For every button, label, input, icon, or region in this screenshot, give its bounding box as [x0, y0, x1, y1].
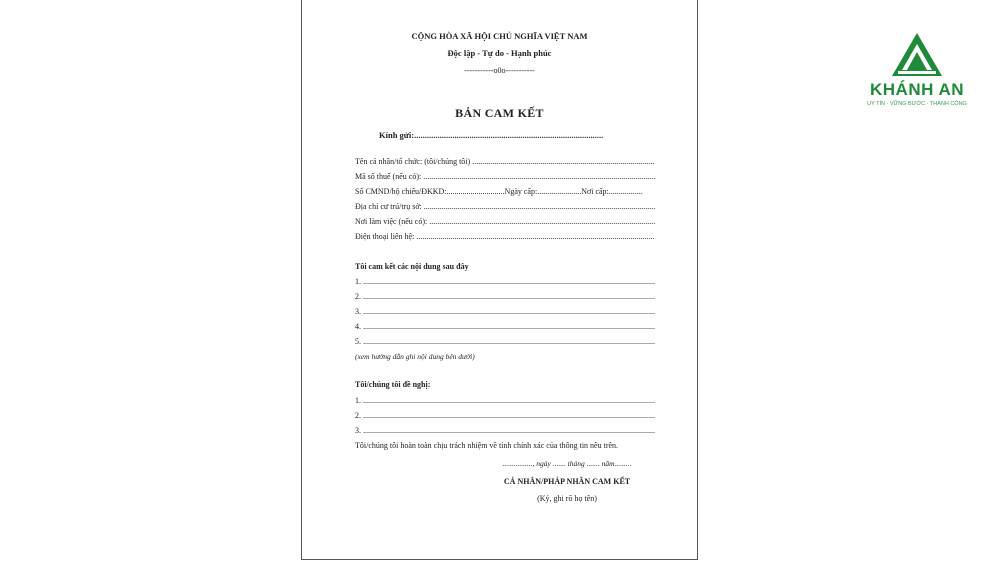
commit-item: 3. .....	[355, 307, 655, 316]
commit-item: 2. .....	[355, 292, 655, 301]
nation-heading: CỘNG HÒA XÃ HỘI CHỦ NGHĨA VIỆT NAM	[411, 31, 588, 41]
commit-item: 5. .....	[355, 337, 655, 346]
commit-heading: Tôi cam kết các nội dung sau đây	[355, 262, 469, 271]
field-id-card: Số CMND/hộ chiếu/ĐKKD:.............................Ngày cấp:......................Nơi cấp:.................	[355, 187, 643, 196]
responsibility-statement: Tôi/chúng tôi hoàn toàn chịu trách nhiệm về tính chính xác của thông tin nêu trên.	[355, 441, 619, 450]
request-item: 3. .....	[355, 426, 655, 435]
signer-note: (Ký, ghi rõ họ tên)	[537, 494, 597, 503]
motto: Độc lập - Tự do - Hạnh phúc	[447, 48, 552, 58]
ornament-divider: -----------o0o-----------	[464, 66, 535, 75]
document-page	[301, 0, 698, 560]
document-title: BẢN CAM KẾT	[455, 106, 544, 120]
field-tax-code: Mã số thuế (nếu có): .....	[355, 172, 655, 181]
request-item: 2. .....	[355, 411, 655, 420]
logo-tagline: UY TÍN · VỮNG BƯỚC · THÀNH CÔNG	[867, 101, 967, 107]
commit-note: (xem hướng dẫn ghi nội dung bên dưới)	[355, 352, 475, 361]
date-line: ................, ngày ....... tháng ....... năm.........	[502, 459, 632, 468]
signer-title: CÁ NHÂN/PHÁP NHÂN CAM KẾT	[503, 477, 631, 486]
commit-item: 1. .....	[355, 277, 655, 286]
field-phone: Điện thoại liên hệ: .....	[355, 232, 655, 241]
field-workplace: Nơi làm việc (nếu có): .....	[355, 217, 655, 226]
request-heading: Tôi/chúng tôi đề nghị:	[355, 380, 431, 389]
recipient-line: Kính gửi:.........................................................................................	[379, 130, 604, 140]
field-address: Địa chỉ cư trú/trụ sở: .....	[355, 202, 655, 211]
field-name: Tên cá nhân/tổ chức: (tôi/chúng tôi) .....	[355, 157, 655, 166]
request-item: 1. .....	[355, 396, 655, 405]
logo-name: KHÁNH AN	[869, 80, 965, 99]
commit-item: 4. .....	[355, 322, 655, 331]
